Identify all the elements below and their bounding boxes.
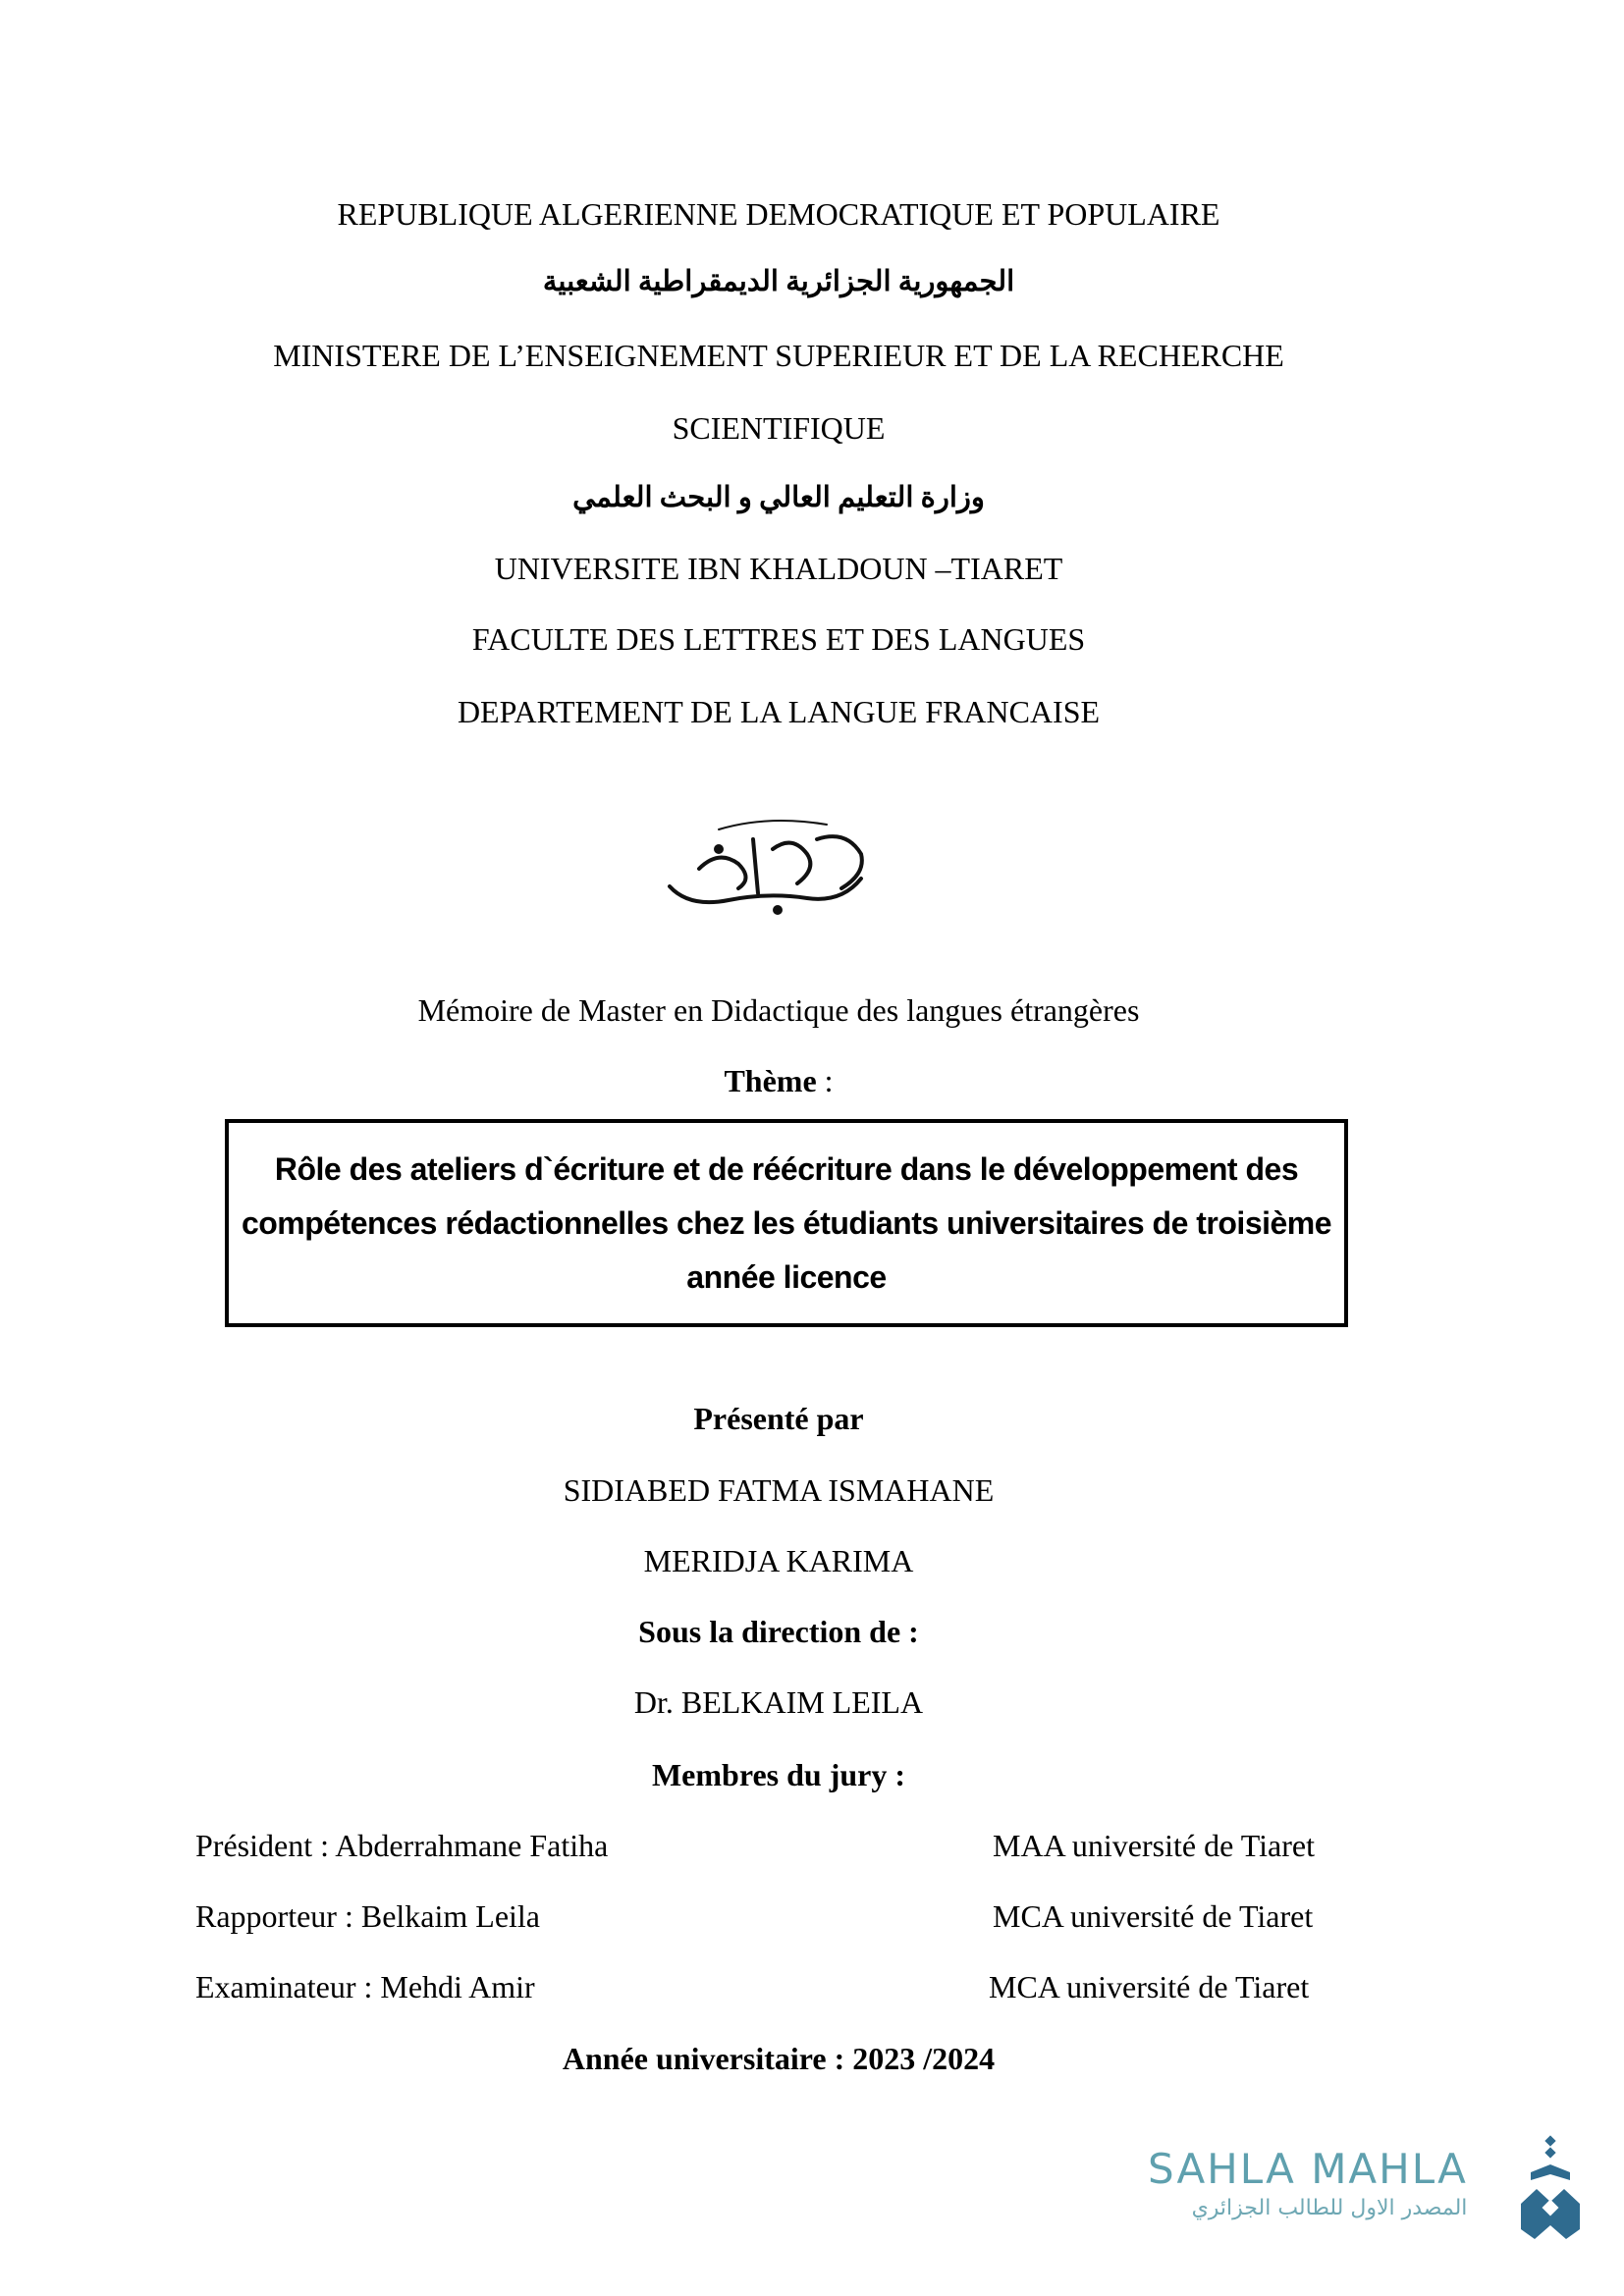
watermark-subtitle: المصدر الاول للطالب الجزائري [1191,2196,1468,2220]
author-2: MERIDJA KARIMA [643,1543,914,1578]
republic-ar: الجمهورية الجزائرية الديمقراطية الشعبية [542,266,1015,297]
academic-year: Année universitaire : 2023 /2024 [562,2041,996,2076]
jury-grade-president: MAA université de Tiaret [993,1828,1315,1863]
faculty-name: FACULTE DES LETTRES ET DES LANGUES [471,621,1086,657]
theme-heading [0,1061,1557,1100]
ministry-ar: وزارة التعليم العالي و البحث العلمي [572,482,985,513]
jury-grade-rapporteur: MCA université de Tiaret [993,1898,1314,1934]
ministry-fr-line2: SCIENTIFIQUE [672,410,886,446]
author-1: SIDIABED FATMA ISMAHANE [563,1472,995,1508]
thesis-title-box [225,1119,1348,1327]
watermark-title: SAHLA MAHLA [1148,2145,1468,2193]
sahla-mahla-emblem-icon [1517,2135,1586,2243]
memoire-type: Mémoire de Master en Didactique des langues étrangères [417,992,1140,1028]
presented-by-label: Présenté par [693,1401,864,1436]
jury-role-president: Président : Abderrahmane Fatiha [195,1828,609,1863]
sahla-mahla-watermark [1139,2135,1591,2243]
theme-label: Thème [724,1063,817,1098]
republic-fr: REPUBLIQUE ALGERIENNE DEMOCRATIQUE ET POPULAIRE [337,196,1220,232]
jury-label: Membres du jury : [651,1757,906,1792]
jury-role-rapporteur: Rapporteur : Belkaim Leila [195,1898,540,1934]
university-name: UNIVERSITE IBN KHALDOUN –TIARET [494,551,1063,586]
department-name: DEPARTEMENT DE LA LANGUE FRANCAISE [457,694,1101,729]
supervisor: Dr. BELKAIM LEILA [633,1684,924,1720]
theme-colon: : [816,1063,834,1098]
direction-label: Sous la direction de : [638,1614,919,1649]
jury-grade-examinateur: MCA université de Tiaret [989,1969,1310,2004]
jury-role-examinateur: Examinateur : Mehdi Amir [195,1969,535,2004]
ministry-fr-line1: MINISTERE DE L’ENSEIGNEMENT SUPERIEUR ET DE LA RECHERCHE [273,338,1284,373]
university-logo [660,810,876,926]
thesis-title: Rôle des ateliers d`écriture et de réécriture dans le développement des compétences rédactionnelles chez les étudiants universitaires de troisième année licence [241,1150,1332,1295]
